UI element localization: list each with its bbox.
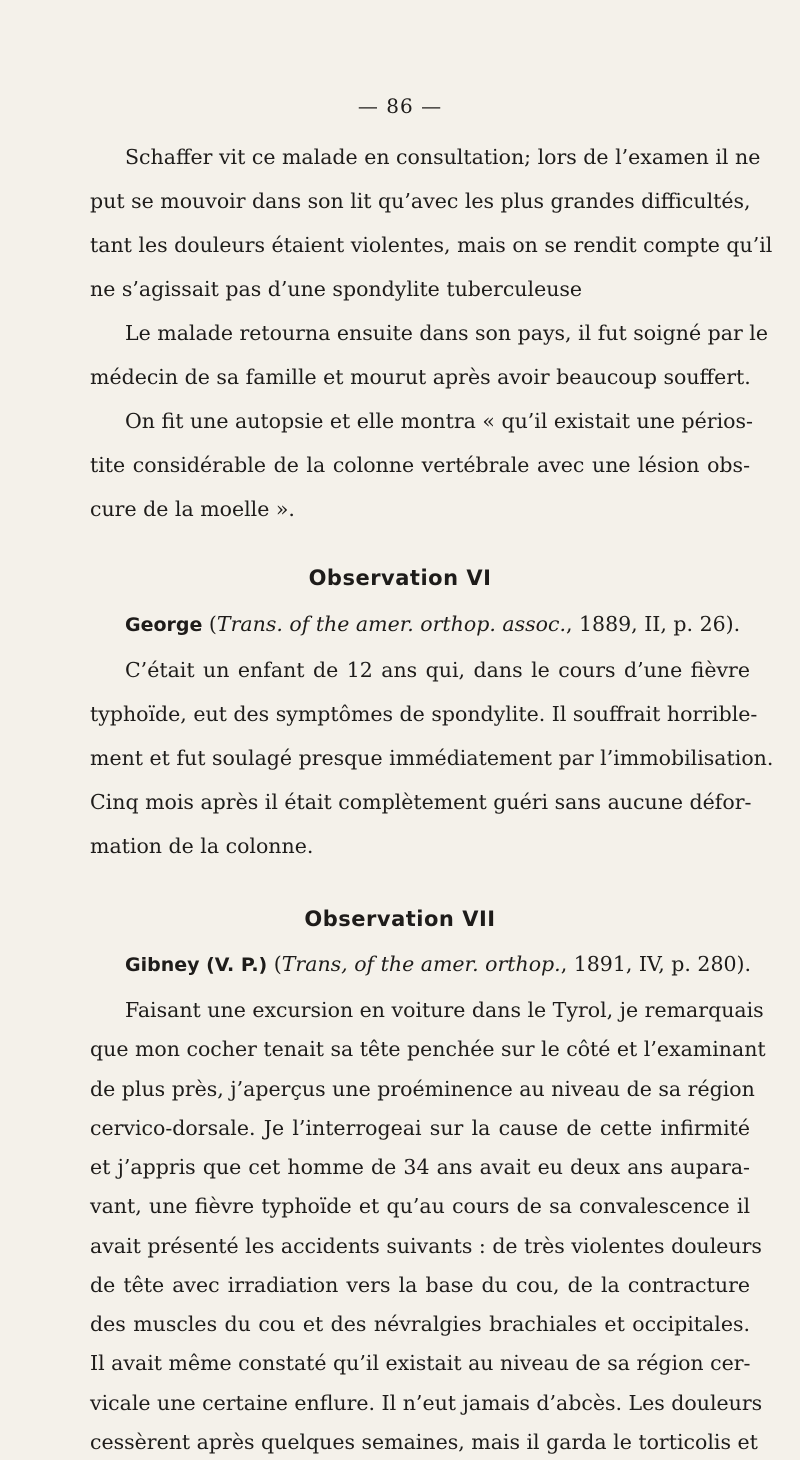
observation-heading: Observation VI bbox=[308, 566, 492, 590]
text-line: tant les douleurs étaient violentes, mais on se rendit compte qu’il bbox=[90, 233, 773, 257]
text-line: et j’appris que cet homme de 34 ans avait eu deux ans aupara- bbox=[90, 1155, 750, 1179]
observation-reference bbox=[125, 950, 755, 979]
text-line: tite considérable de la colonne vertébrale avec une lésion obs- bbox=[90, 453, 750, 477]
text-line: Cinq mois après il était complètement guéri sans aucune défor- bbox=[90, 790, 752, 814]
text-line: put se mouvoir dans son lit qu’avec les plus grandes difficultés, bbox=[90, 189, 751, 213]
reference-open: ( bbox=[202, 612, 217, 636]
text-line: Schaffer vit ce malade en consultation; lors de l’examen il ne bbox=[125, 145, 761, 169]
reference-details: , 1889, II, p. 26). bbox=[565, 612, 741, 636]
text-line: que mon cocher tenait sa tête penchée sur le côté et l’examinant bbox=[90, 1037, 766, 1061]
text-line: mation de la colonne. bbox=[90, 834, 314, 858]
text-line: ment et fut soulagé presque immédiatement par l’immobilisation. bbox=[90, 746, 774, 770]
reference-details: , 1891, IV, p. 280). bbox=[560, 952, 752, 976]
reference-title: Trans, of the amer. orthop. bbox=[281, 952, 561, 976]
reference-author: Gibney (V. P.) bbox=[125, 954, 268, 976]
reference-open: ( bbox=[267, 952, 282, 976]
text-line: avait présenté les accidents suivants : de très violentes douleurs bbox=[90, 1234, 762, 1258]
text-line: cervico-dorsale. Je l’interrogeai sur la cause de cette infirmité bbox=[90, 1116, 750, 1140]
text-line: vant, une fièvre typhoïde et qu’au cours de sa convalescence il bbox=[90, 1194, 750, 1218]
text-line: de plus près, j’aperçus une proéminence au niveau de sa région bbox=[90, 1077, 755, 1101]
text-line: typhoïde, eut des symptômes de spondylite. Il souffrait horrible- bbox=[90, 702, 758, 726]
text-line: vicale une certaine enflure. Il n’eut jamais d’abcès. Les douleurs bbox=[90, 1391, 763, 1415]
text-line: médecin de sa famille et mourut après avoir beaucoup souffert. bbox=[90, 365, 751, 389]
observation-heading: Observation VII bbox=[304, 907, 496, 931]
text-line: C’était un enfant de 12 ans qui, dans le cours d’une fièvre bbox=[125, 658, 750, 682]
observation-reference bbox=[125, 610, 755, 639]
text-line: ne s’agissait pas d’une spondylite tuberculeuse bbox=[90, 277, 583, 301]
text-line: des muscles du cou et des névralgies brachiales et occipitales. bbox=[90, 1312, 750, 1336]
text-line: cure de la moelle ». bbox=[90, 497, 295, 521]
page-number: — 86 — bbox=[357, 94, 443, 118]
text-line: de tête avec irradiation vers la base du cou, de la contracture bbox=[90, 1273, 750, 1297]
text-line: On fit une autopsie et elle montra « qu’il existait une périos- bbox=[125, 409, 753, 433]
text-line: Il avait même constaté qu’il existait au niveau de sa région cer- bbox=[90, 1351, 751, 1375]
text-line: cessèrent après quelques semaines, mais il garda le torticolis et bbox=[90, 1430, 758, 1454]
text-line: Le malade retourna ensuite dans son pays, il fut soigné par le bbox=[125, 321, 768, 345]
text-line: Faisant une excursion en voiture dans le Tyrol, je remarquais bbox=[125, 998, 764, 1022]
reference-author: George bbox=[125, 614, 203, 636]
reference-title: Trans. of the amer. orthop. assoc. bbox=[216, 612, 566, 636]
